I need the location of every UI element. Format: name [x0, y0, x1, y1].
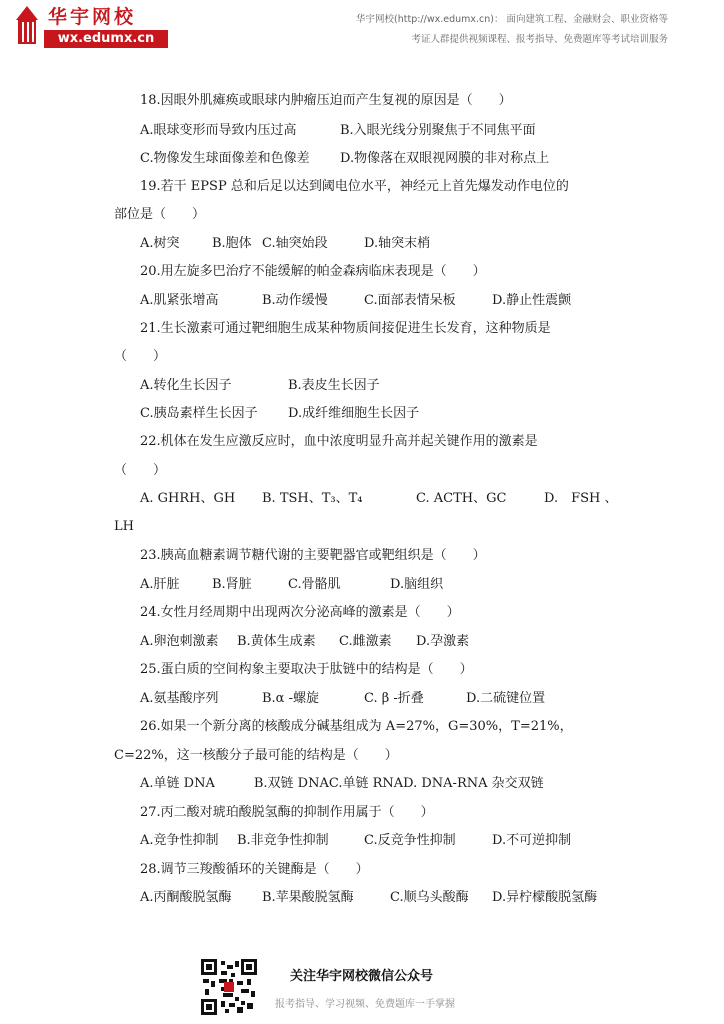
option-a: A.氨基酸序列 — [140, 691, 219, 706]
question-stem-cont: 部位是（ ） — [114, 207, 206, 222]
option-c: C. β -折叠 — [364, 691, 424, 706]
logo-text: 华宇网校 — [48, 6, 137, 28]
option-b: B. TSH、T₃、T₄ — [262, 491, 363, 506]
site-logo[interactable] — [8, 6, 168, 50]
pencil-logo-icon — [12, 6, 42, 48]
option-c: C.骨骼肌 — [288, 577, 341, 592]
question-stem: 26.如果一个新分离的核酸成分碱基组成为 A=27%，G=30%，T=21%， — [140, 719, 573, 734]
option-b: B.入眼光线分别聚焦于不同焦平面 — [340, 123, 536, 138]
header-tagline-2: 考证人群提供视频课程、报考指导、免费题库等考试培训服务 — [411, 34, 668, 45]
option-a: A.树突 — [140, 236, 180, 251]
question-stem: 20.用左旋多巴治疗不能缓解的帕金森病临床表现是（ ） — [140, 264, 486, 279]
option-a: A.肝脏 — [140, 577, 180, 592]
option-c: C.轴突始段 — [262, 236, 328, 251]
option-d: D.不可逆抑制 — [492, 833, 572, 848]
option-a: A.转化生长因子 — [140, 378, 232, 393]
option-a: A.眼球变形而导致内压过高 — [140, 123, 297, 138]
option-d: D.成纤维细胞生长因子 — [288, 406, 420, 421]
question-stem-cont: （ ） — [114, 349, 167, 364]
option-c: C.胰岛素样生长因子 — [140, 406, 258, 421]
option-d-cont: LH — [114, 519, 134, 534]
option-a: A.卵泡刺激素 — [140, 634, 219, 649]
option-b: B.苹果酸脱氢酶 — [262, 890, 354, 905]
footer-subtitle: 报考指导、学习视频、免费题库一手掌握 — [275, 999, 455, 1010]
question-stem: 19.若干 EPSP 总和后足以达到阈电位水平，神经元上首先爆发动作电位的 — [140, 179, 569, 194]
question-stem: 27.丙二酸对琥珀酸脱氢酶的抑制作用属于（ ） — [140, 805, 434, 820]
option-a: A.丙酮酸脱氢酶 — [140, 890, 232, 905]
option-d: D.轴突末梢 — [364, 236, 431, 251]
option-b: B.α -螺旋 — [262, 691, 319, 706]
option-b: B.非竞争性抑制 — [237, 833, 329, 848]
question-stem-cont: （ ） — [114, 463, 167, 478]
option-c: C.雌激素 — [339, 634, 392, 649]
option-d: D.异柠檬酸脱氢酶 — [492, 890, 598, 905]
option-b: B.肾脏 — [212, 577, 252, 592]
option-b: B.黄体生成素 — [237, 634, 316, 649]
footer-title: 关注华宇网校微信公众号 — [290, 969, 434, 984]
question-stem: 25.蛋白质的空间构象主要取决于肽链中的结构是（ ） — [140, 662, 473, 677]
question-stem: 22.机体在发生应激反应时，血中浓度明显升高并起关键作用的激素是 — [140, 434, 538, 449]
option-c: C.顺乌头酸酶 — [390, 890, 469, 905]
option-c: C.面部表情呆板 — [364, 293, 456, 308]
option-d: D.孕激素 — [416, 634, 470, 649]
option-row: A.单链 DNA B.双链 DNAC.单链 RNAD. DNA-RNA 杂交双链 — [140, 776, 544, 791]
qr-code-icon[interactable] — [201, 959, 257, 1015]
option-c: C.反竞争性抑制 — [364, 833, 456, 848]
option-b: B.表皮生长因子 — [288, 378, 380, 393]
header-tagline-1: 华宇网校(http://wx.edumx.cn)： 面向建筑工程、金融财会、职业资格等 — [356, 14, 668, 25]
question-stem: 23.胰高血糖素调节糖代谢的主要靶器官或靶组织是（ ） — [140, 548, 486, 563]
page-header — [0, 0, 724, 52]
option-d: D.脑组织 — [390, 577, 444, 592]
option-b: B.动作缓慢 — [262, 293, 328, 308]
option-c: C. ACTH、GC — [416, 491, 507, 506]
option-b: B.胞体 — [212, 236, 252, 251]
option-d: D.静止性震颤 — [492, 293, 572, 308]
option-a: A.肌紧张增高 — [140, 293, 219, 308]
question-stem: 28.调节三羧酸循环的关键酶是（ ） — [140, 862, 369, 877]
question-stem: 21.生长激素可通过靶细胞生成某种物质间接促进生长发育，这种物质是 — [140, 321, 551, 336]
option-d: D. FSH 、 — [544, 491, 618, 506]
option-d: D.物像落在双眼视网膜的非对称点上 — [340, 151, 550, 166]
logo-url: wx.edumx.cn — [44, 30, 168, 48]
question-stem: 18.因眼外肌瘫痪或眼球内肿瘤压迫而产生复视的原因是（ ） — [140, 93, 512, 108]
option-a: A.竞争性抑制 — [140, 833, 219, 848]
option-d: D.二硫键位置 — [466, 691, 546, 706]
option-c: C.物像发生球面像差和色像差 — [140, 151, 310, 166]
question-stem: 24.女性月经周期中出现两次分泌高峰的激素是（ ） — [140, 605, 460, 620]
question-stem-cont: C=22%，这一核酸分子最可能的结构是（ ） — [114, 748, 398, 763]
page-footer — [0, 955, 724, 1024]
option-a: A. GHRH、GH — [140, 491, 236, 506]
